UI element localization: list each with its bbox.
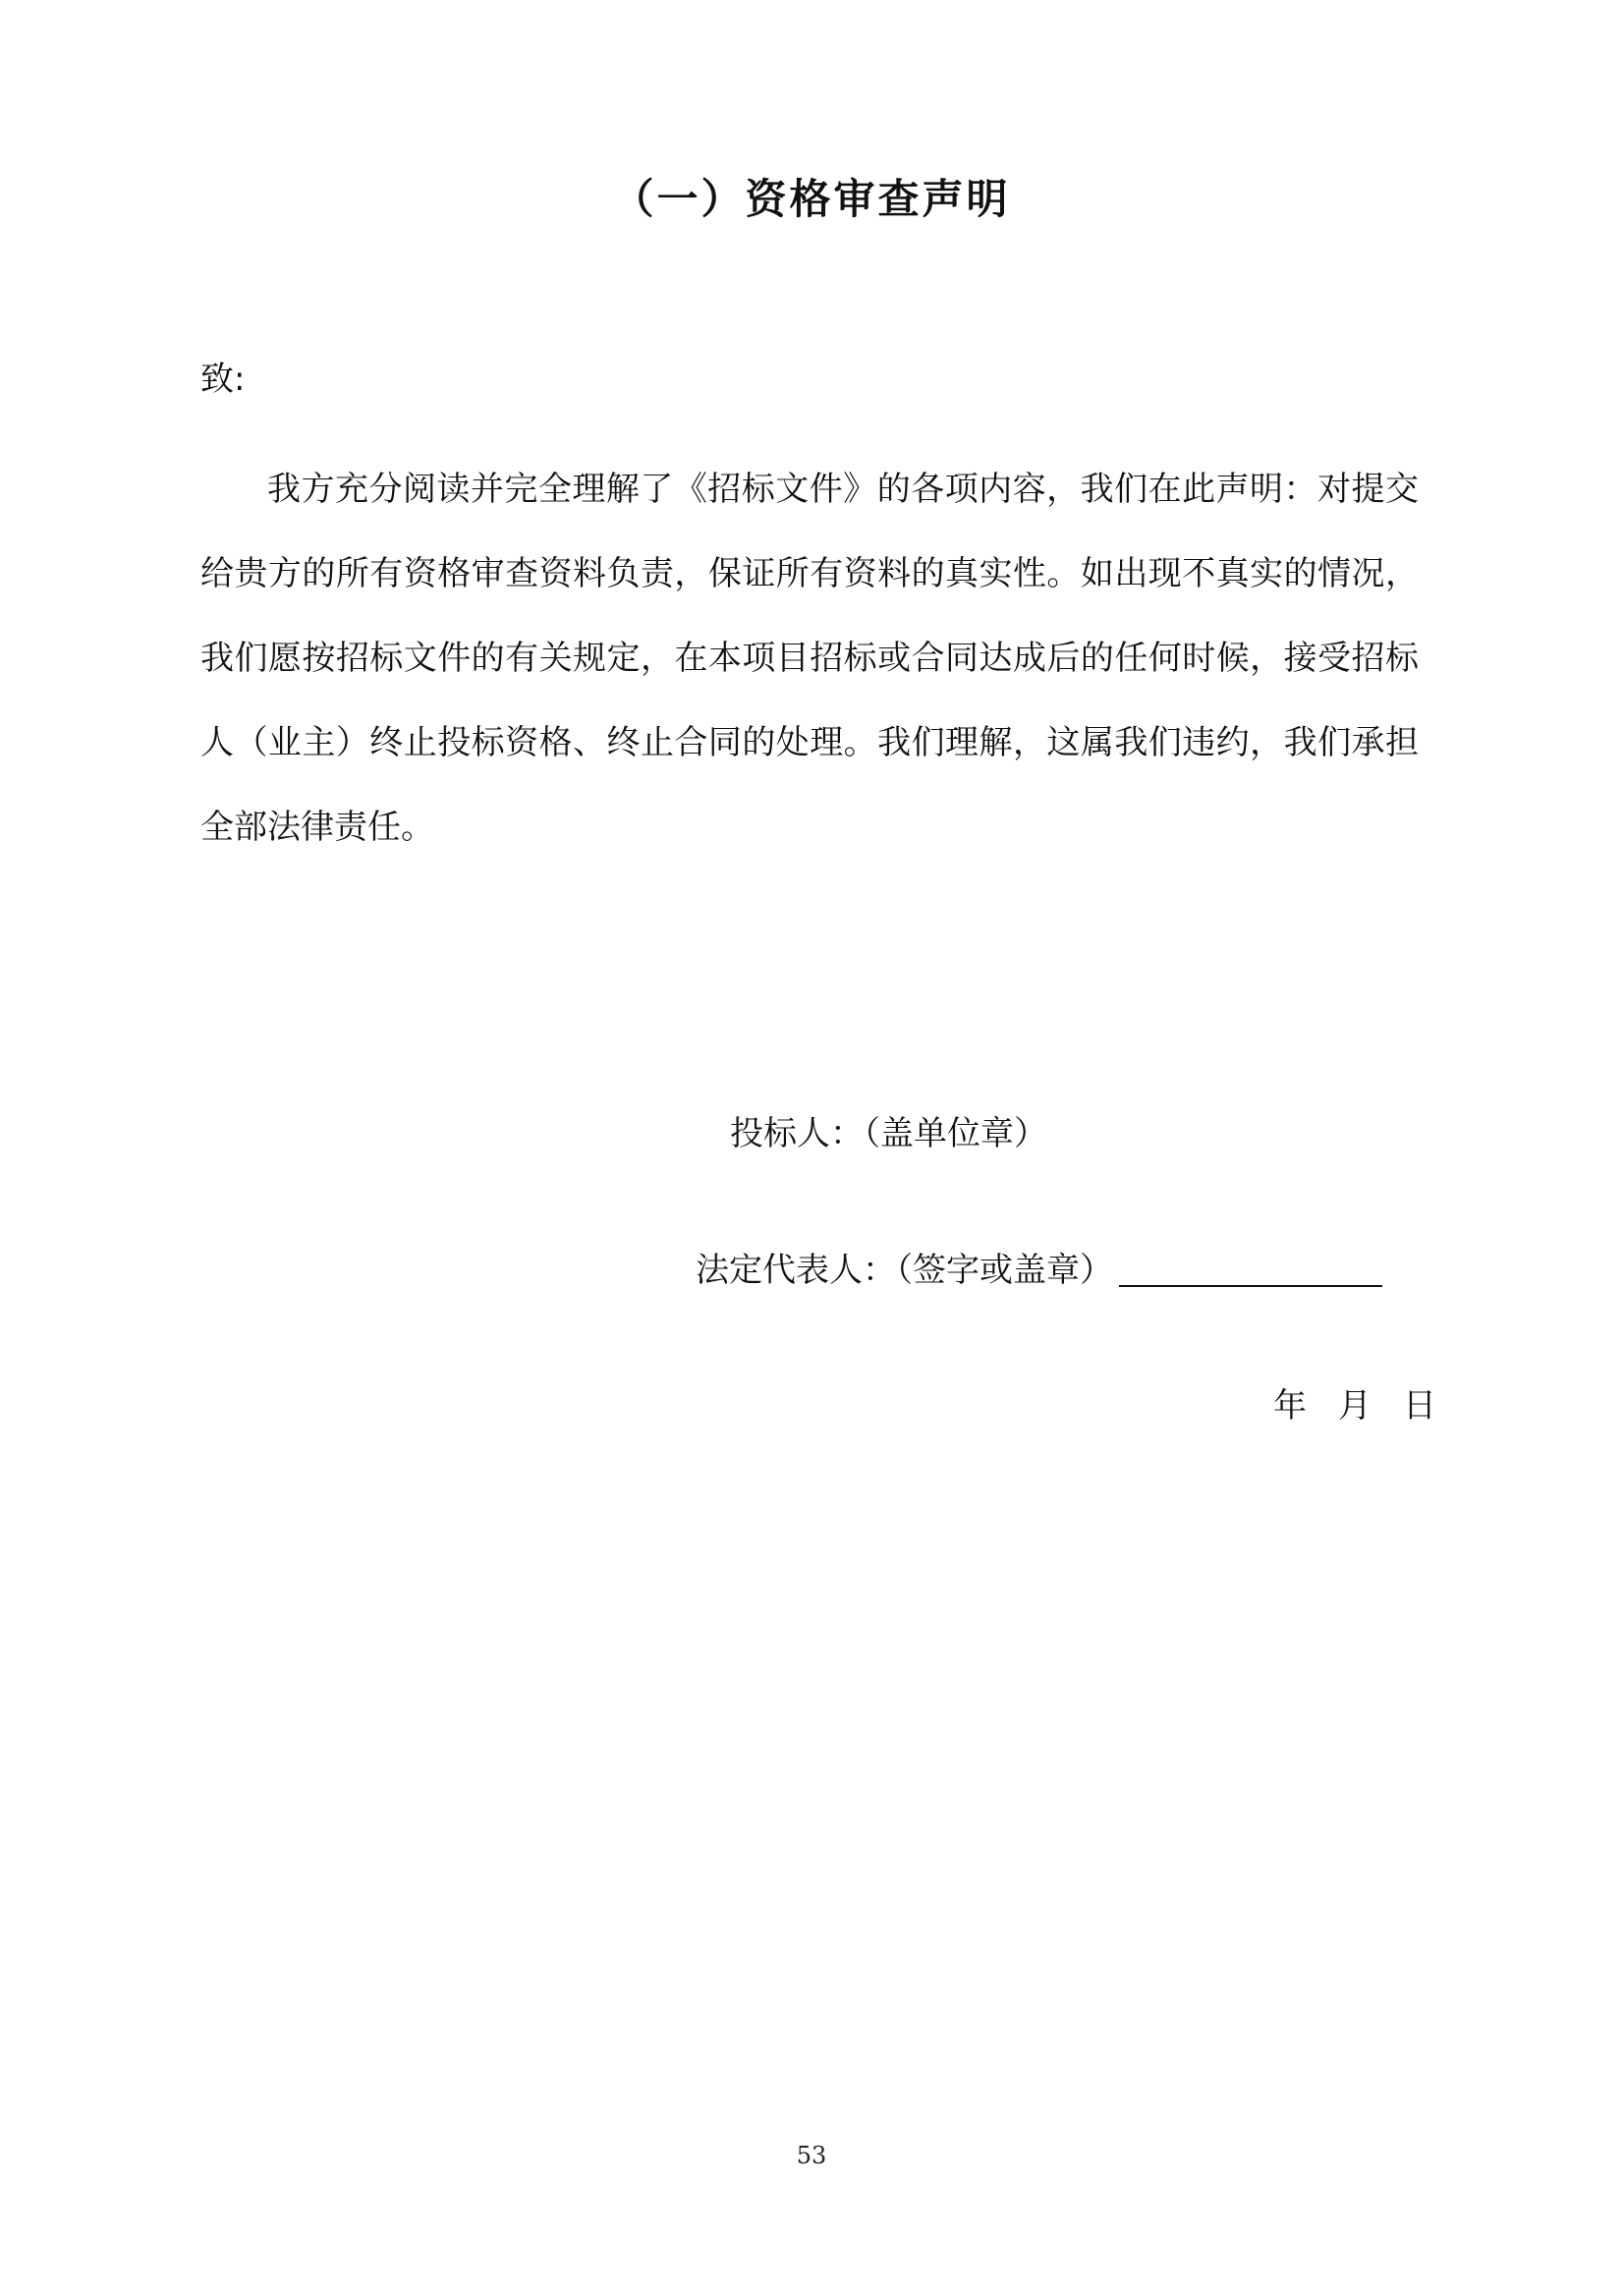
page-title: （一）资格审查声明	[612, 175, 1011, 223]
legal-representative-signature-line	[696, 1243, 1382, 1291]
date-day: 日	[1403, 1386, 1436, 1426]
bidder-label: 投标人：（盖单位章）	[730, 1114, 1047, 1153]
page-number: 53	[796, 2142, 827, 2169]
date-year: 年	[1273, 1386, 1307, 1426]
date-line	[1273, 1378, 1436, 1427]
bidder-signature-line	[730, 1106, 1047, 1154]
salutation: 致:	[200, 360, 246, 399]
date-month: 月	[1338, 1386, 1371, 1426]
legal-rep-label: 法定代表人：（签字或盖章）	[696, 1251, 1113, 1290]
declaration-body: 我方充分阅读并完全理解了《招标文件》的各项内容，我们在此声明：对提交给贵方的所有资格审查资料负责，保证所有资料的真实性。如出现不真实的情况，我们愿按招标文件的有关规定，在本项目招标或合同达成后的任何时候，接受招标人（业主）终止投标资格、终止合同的处理。我们理解，这属我们违约，我们承担全部法律责任。	[200, 470, 1419, 847]
signature-blank	[1119, 1252, 1382, 1287]
